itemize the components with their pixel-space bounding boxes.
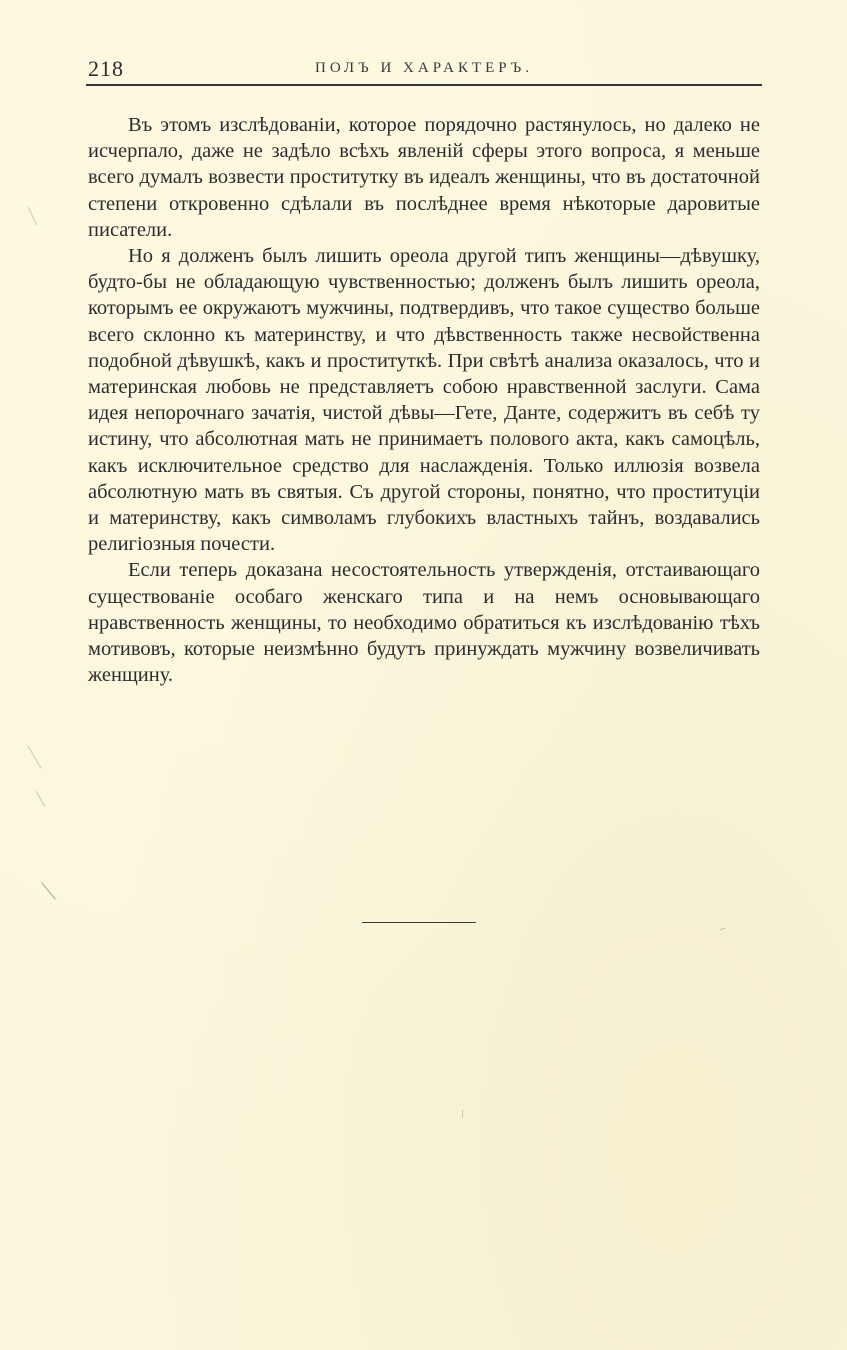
section-end-rule <box>362 922 476 923</box>
paper-speck <box>720 928 726 931</box>
running-title: ПОЛЪ И ХАРАКТЕРЪ. <box>315 60 533 76</box>
paragraph-3: Если теперь доказана несостоятельность утвержденія, отстаивающаго существованіе особаго женскаго типа и на немъ основывающаго нравственность женщины, то необходимо обратиться къ изслѣдованію тѣхъ мотивовъ, которые неизмѣнно будутъ принуждать мужчину возвеличивать женщину. <box>88 559 760 687</box>
paper-speck <box>462 1110 463 1118</box>
paragraph-1: Въ этомъ изслѣдованіи, которое порядочно растянулось, но далеко не исчерпало, даже не задѣло всѣхъ явленій сферы этого вопроса, я меньше всего думалъ возвести проститутку въ идеалъ женщины, что въ достаточной степени откровенно сдѣлали въ послѣднее время нѣкоторые даровитые писатели. <box>88 114 760 241</box>
margin-pencil-mark <box>28 745 42 768</box>
page-header <box>88 56 760 84</box>
margin-pencil-mark <box>36 791 46 807</box>
header-rule <box>86 84 762 86</box>
body-text <box>88 112 760 688</box>
page-number: 218 <box>88 56 124 81</box>
paragraph-2: Но я долженъ былъ лишить ореола другой типъ женщины—дѣвушку, будто-бы не обладающую чувственностью; долженъ былъ лишить ореола, которымъ ее окружаютъ мужчины, подтвердивъ, что такое существо больше всего склонно къ материнству, и что дѣвственность также несвойственна подобной дѣвушкѣ, какъ и проституткѣ. При свѣтѣ анализа оказалось, что и материнская любовь не представляетъ собою нравственной заслуги. Сама идея непорочнаго зачатія, чистой дѣвы—Гете, Данте, содержитъ въ себѣ ту истину, что абсолютная мать не принимаетъ полового акта, какъ самоцѣль, какъ исключительное средство для наслажденія. Только иллюзія возвела абсолютную мать въ святыя. Съ другой стороны, понятно, что проституціи и материнству, какъ символамъ глубокихъ властныхъ тайнъ, воздавались религіозныя почести. <box>88 245 760 556</box>
margin-pencil-mark <box>41 882 56 899</box>
margin-pencil-mark <box>28 207 37 226</box>
